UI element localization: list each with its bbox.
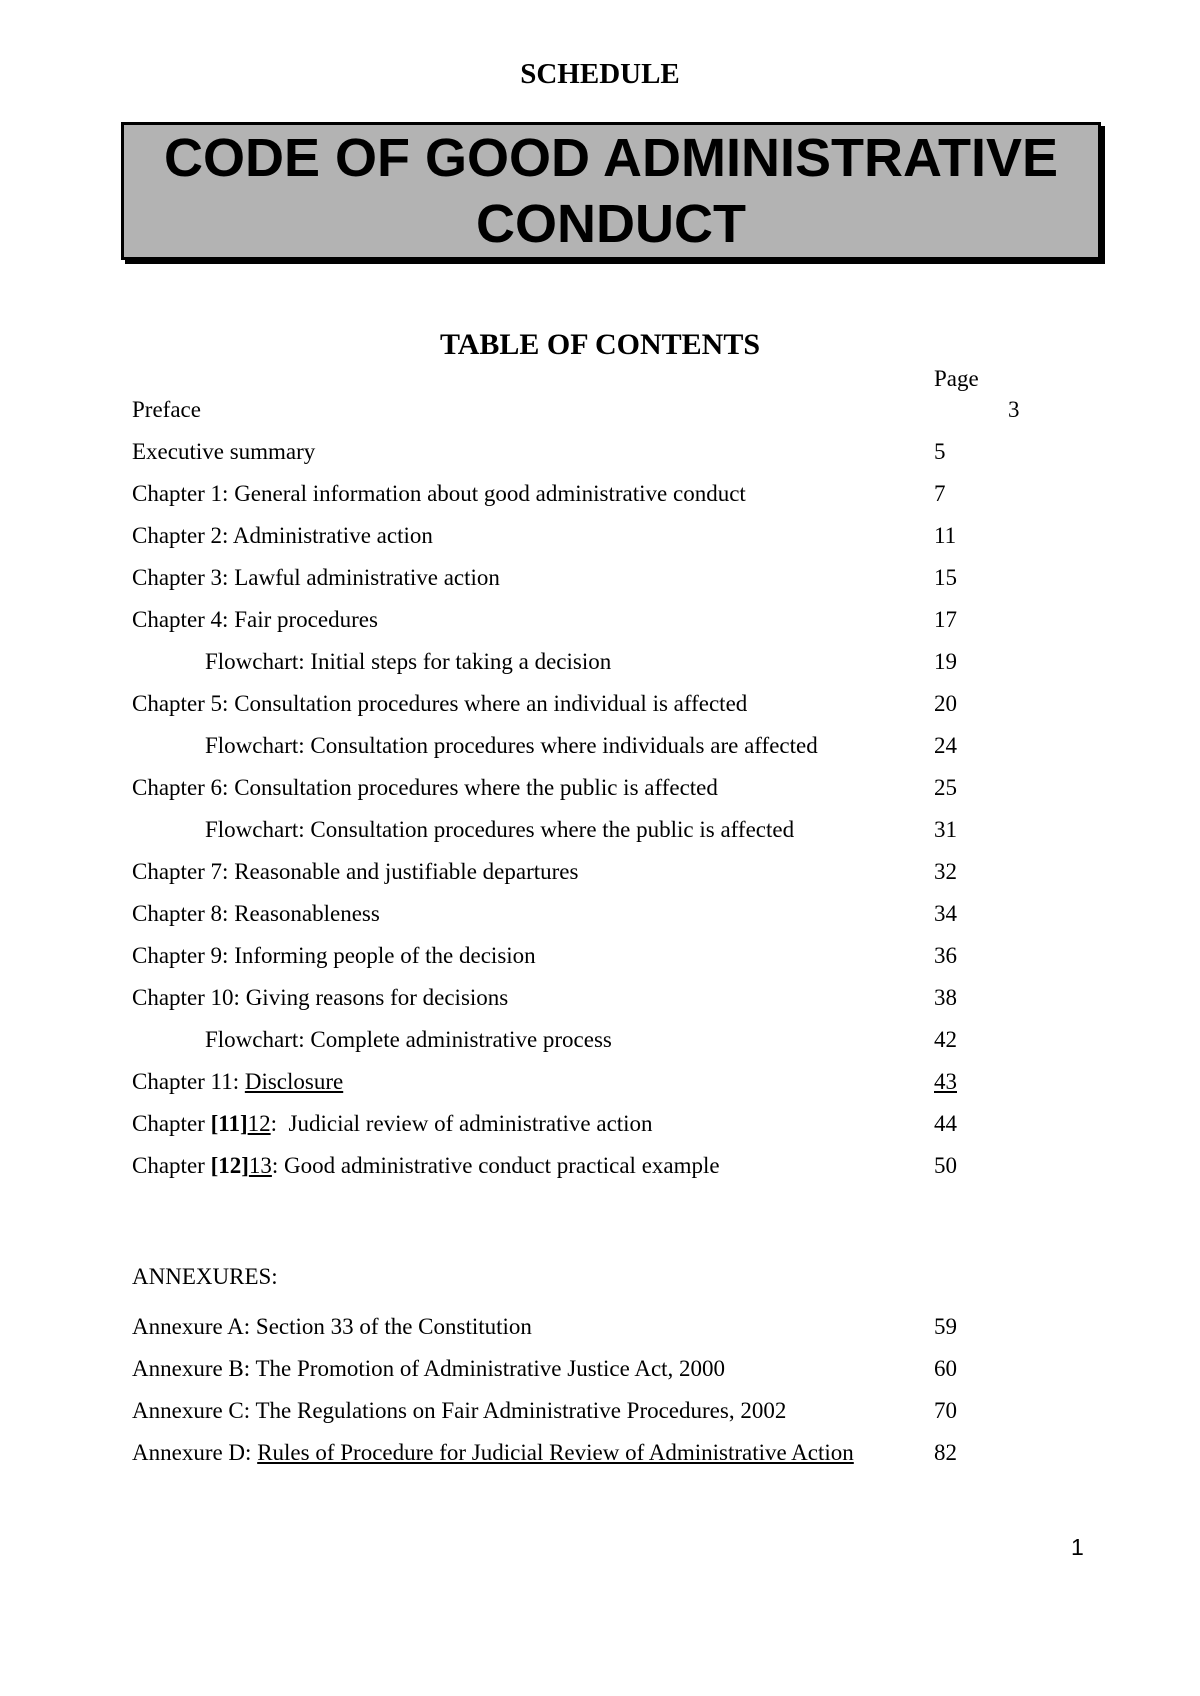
toc-entry-title-suffix: : Judicial review of administrative action (270, 1111, 653, 1136)
toc-entry-chapter-12[interactable] (132, 1103, 1092, 1145)
toc-entry-title-prefix: Chapter 11: (132, 1069, 245, 1094)
toc-entry-flowchart-initial-steps[interactable] (132, 641, 1092, 683)
annexure-entry-title (132, 1432, 854, 1474)
toc-entry-chapter-4[interactable] (132, 599, 1092, 641)
toc-entry-title: Chapter 7: Reasonable and justifiable departures (132, 859, 579, 884)
toc-entry-page: 20 (934, 691, 957, 716)
toc-entry-title: Chapter 5: Consultation procedures where an individual is affected (132, 691, 748, 716)
annexure-entry-a[interactable] (132, 1306, 1092, 1348)
toc-entry-page: 5 (934, 439, 946, 464)
toc-entry-page: 42 (934, 1027, 957, 1052)
annexure-entry-title: Annexure B: The Promotion of Administrative Justice Act, 2000 (132, 1356, 726, 1381)
toc-entry-page: 25 (934, 775, 957, 800)
toc-entry-flowchart-individuals[interactable] (132, 725, 1092, 767)
toc-entry-title: Flowchart: Consultation procedures where the public is affected (205, 817, 795, 842)
toc-entry-chapter-11[interactable] (132, 1061, 1092, 1103)
toc-entry-chapter-2[interactable] (132, 515, 1092, 557)
page-column-label: Page (934, 366, 979, 391)
toc-entry-page: 31 (934, 817, 957, 842)
annexure-entry-title: Annexure A: Section 33 of the Constitution (132, 1314, 532, 1339)
toc-entry-title (132, 1145, 720, 1187)
toc-entry-flowchart-public[interactable] (132, 809, 1092, 851)
annexure-entry-title-inserted: Rules of Procedure for Judicial Review of Administrative Action (257, 1440, 854, 1465)
toc-entry-title: Flowchart: Complete administrative process (205, 1027, 612, 1052)
toc-entry-title-inserted: Disclosure (244, 1069, 344, 1094)
toc-entry-title: Chapter 3: Lawful administrative action (132, 565, 500, 590)
annexure-entry-page: 82 (934, 1440, 957, 1465)
toc-entry-page: 19 (934, 649, 957, 674)
schedule-heading: SCHEDULE (520, 58, 680, 90)
toc-entry-title-deleted: [12] (210, 1153, 249, 1178)
toc-entry-executive-summary[interactable] (132, 431, 1092, 473)
toc-entry-title: Executive summary (132, 439, 316, 464)
toc-list (132, 389, 1092, 1187)
toc-entry-page: 38 (934, 985, 957, 1010)
toc-entry-title (132, 1061, 343, 1103)
toc-entry-title-inserted: 12 (247, 1111, 271, 1136)
toc-entry-flowchart-complete-process[interactable] (132, 1019, 1092, 1061)
toc-entry-chapter-10[interactable] (132, 977, 1092, 1019)
toc-entry-chapter-3[interactable] (132, 557, 1092, 599)
toc-entry-page: 24 (934, 733, 957, 758)
toc-entry-title-deleted: [11] (210, 1111, 248, 1136)
toc-entry-chapter-7[interactable] (132, 851, 1092, 893)
toc-entry-title: Chapter 9: Informing people of the decision (132, 943, 536, 968)
toc-entry-chapter-5[interactable] (132, 683, 1092, 725)
toc-entry-page: 50 (934, 1153, 957, 1178)
toc-entry-title: Chapter 10: Giving reasons for decisions (132, 985, 509, 1010)
toc-entry-page: 44 (934, 1111, 957, 1136)
toc-entry-page: 15 (934, 565, 957, 590)
toc-entry-page: 32 (934, 859, 957, 884)
toc-entry-title: Flowchart: Initial steps for taking a decision (205, 649, 612, 674)
toc-entry-chapter-1[interactable] (132, 473, 1092, 515)
toc-entry-title-suffix: : Good administrative conduct practical example (271, 1153, 720, 1178)
toc-entry-page: 7 (934, 481, 946, 506)
toc-entry-chapter-6[interactable] (132, 767, 1092, 809)
document-title-box (121, 122, 1101, 260)
annexures-heading: ANNEXURES: (132, 1264, 278, 1289)
document-title-line-1: CODE OF GOOD ADMINISTRATIVE (163, 128, 1058, 188)
toc-entry-page: 11 (934, 523, 957, 548)
toc-entry-chapter-13[interactable] (132, 1145, 1092, 1187)
annexure-entry-c[interactable] (132, 1390, 1092, 1432)
toc-entry-title-inserted: 13 (248, 1153, 272, 1178)
toc-entry-chapter-9[interactable] (132, 935, 1092, 977)
toc-entry-title: Chapter 2: Administrative action (132, 523, 433, 548)
toc-entry-title: Chapter 8: Reasonableness (132, 901, 380, 926)
toc-entry-preface[interactable] (132, 389, 1092, 431)
toc-entry-page: 34 (934, 901, 957, 926)
annexure-entry-d[interactable] (132, 1432, 1092, 1474)
annexure-entry-title-prefix: Annexure D: (132, 1440, 258, 1465)
toc-entry-page: 3 (1008, 397, 1020, 422)
toc-entry-title: Flowchart: Consultation procedures where individuals are affected (205, 733, 818, 758)
toc-entry-title: Chapter 1: General information about good administrative conduct (132, 481, 746, 506)
toc-entry-title (132, 1103, 653, 1145)
document-title-line-2: CONDUCT (476, 194, 746, 254)
annexures-list (132, 1306, 1092, 1474)
toc-entry-title: Chapter 6: Consultation procedures where the public is affected (132, 775, 718, 800)
toc-entry-chapter-8[interactable] (132, 893, 1092, 935)
toc-entry-title: Chapter 4: Fair procedures (132, 607, 378, 632)
toc-entry-title-prefix: Chapter (132, 1153, 211, 1178)
annexure-entry-page: 70 (934, 1398, 957, 1423)
toc-entry-page: 36 (934, 943, 957, 968)
toc-entry-title-prefix: Chapter (132, 1111, 211, 1136)
toc-entry-title: Preface (132, 397, 201, 422)
toc-entry-page: 17 (934, 607, 957, 632)
page-number: 1 (1071, 1534, 1084, 1560)
toc-entry-page: 43 (934, 1069, 957, 1094)
toc-heading: TABLE OF CONTENTS (439, 328, 761, 361)
annexure-entry-page: 59 (934, 1314, 957, 1339)
annexure-entry-page: 60 (934, 1356, 957, 1381)
annexure-entry-b[interactable] (132, 1348, 1092, 1390)
annexure-entry-title: Annexure C: The Regulations on Fair Administrative Procedures, 2002 (132, 1398, 787, 1423)
